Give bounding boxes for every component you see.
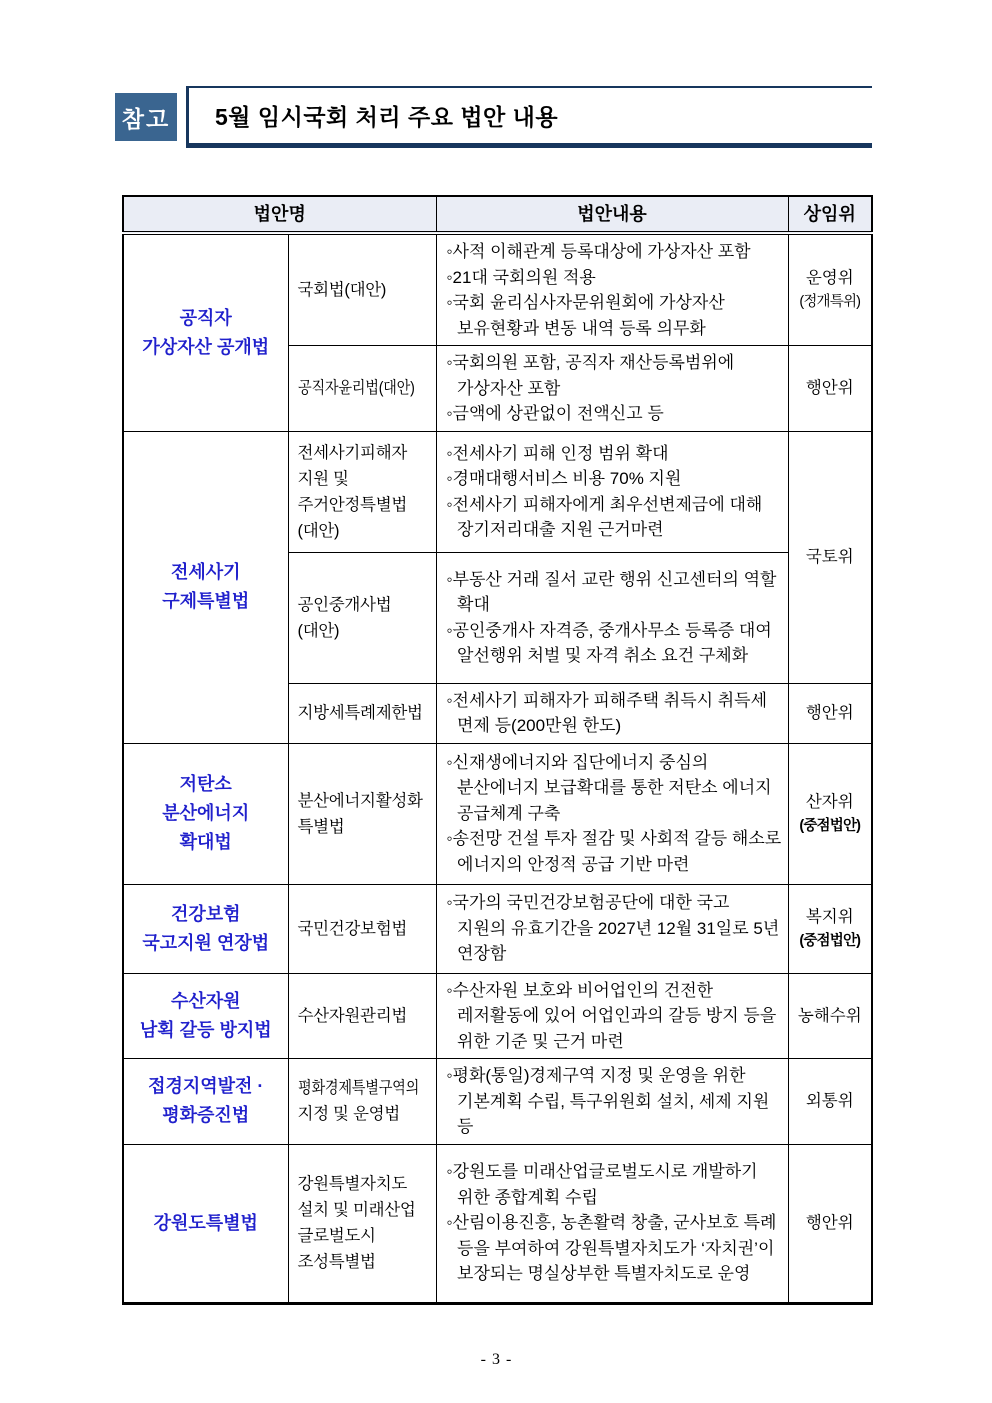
page-number: - 3 - <box>480 1350 513 1368</box>
table-row <box>123 884 872 973</box>
table-row <box>123 233 872 346</box>
committee-main: 운영위 <box>805 269 854 287</box>
content-item: ◦국가의 국민건강보험공단에 대한 국고 지원의 유효기간을 2027년 12월 31일로 5년 연장함 <box>446 893 780 964</box>
content-item: ◦금액에 상관없이 전액신고 등 <box>446 404 664 423</box>
law-line: 평화경제특별구역의 <box>297 1079 419 1098</box>
law-line: 지방세특례제한법 <box>297 704 423 722</box>
law-name-cell <box>288 973 436 1059</box>
content-item: ◦전세사기 피해자에게 최우선변제금에 대해 장기저리대출 지원 근거마련 <box>446 494 763 539</box>
law-line: 국회법(대안) <box>297 281 387 299</box>
category-line: 확대법 <box>179 832 232 852</box>
law-line: 지정 및 운영법 <box>297 1105 400 1124</box>
bill-content-cell <box>436 884 788 973</box>
law-line: 분산에너지활성화 <box>297 791 423 810</box>
page-title: 5월 임시국회 처리 주요 법안 내용 <box>215 104 559 130</box>
content-item: ◦국회 윤리심사자문위원회에 가상자산 보유현황과 변동 내역 등록 의무화 <box>446 293 725 338</box>
committee-main: 산자위 <box>805 792 854 811</box>
committee-cell <box>788 884 872 973</box>
law-name-cell <box>288 884 436 973</box>
col-header-bill-name: 법안명 <box>123 196 436 233</box>
bill-category-cell <box>123 233 288 431</box>
category-line: 가상자산 공개법 <box>142 336 270 357</box>
bill-content-cell <box>436 1059 788 1145</box>
bill-content-cell <box>436 552 788 683</box>
law-line: 지원 및 <box>297 469 349 488</box>
content-item: ◦사적 이해관계 등록대상에 가상자산 포함 <box>446 242 751 261</box>
category-line: 국고지원 연장법 <box>142 932 270 953</box>
content-item: ◦전세사기 피해 인정 범위 확대 <box>446 443 669 463</box>
law-line: 특별법 <box>297 817 345 836</box>
committee-cell <box>788 1144 872 1303</box>
title-bar <box>186 86 872 148</box>
table-row <box>123 973 872 1059</box>
category-line: 분산에너지 <box>162 803 250 823</box>
law-name-cell <box>288 1144 436 1303</box>
law-name-cell <box>288 346 436 432</box>
bill-content-cell <box>436 431 788 552</box>
bill-content-cell <box>436 233 788 346</box>
category-line: 전세사기 <box>170 562 241 582</box>
law-name-cell <box>288 233 436 346</box>
law-line: 조성특별법 <box>297 1253 376 1271</box>
committee-cell <box>788 1059 872 1145</box>
category-line: 공직자 <box>179 307 232 328</box>
committee-main: 복지위 <box>805 907 854 926</box>
bill-category-cell <box>123 743 288 884</box>
category-line: 강원도특별법 <box>153 1212 258 1233</box>
bill-content-cell <box>436 346 788 432</box>
category-line: 평화증진법 <box>162 1105 250 1126</box>
content-item: ◦전세사기 피해자가 피해주택 취득시 취득세 면제 등(200만원 한도) <box>446 690 768 735</box>
committee-sub: (정개특위) <box>799 294 861 310</box>
content-item: ◦수산자원 보호와 비어업인의 건전한 레저활동에 있어 어업인과의 갈등 방지 등을 위한 기준 및 근거 마련 <box>446 980 777 1051</box>
content-item: ◦경매대행서비스 비용 70% 지원 <box>446 469 682 488</box>
law-name-cell <box>288 552 436 683</box>
content-item: ◦평화(통일)경제구역 지정 및 운영을 위한 기본계획 수립, 특구위원회 설치, 세제 지원 등 <box>446 1066 770 1136</box>
content-item: ◦강원도를 미래산업글로벌도시로 개발하기 위한 종합계획 수립 <box>446 1162 758 1207</box>
content-item: ◦신재생에너지와 집단에너지 중심의 분산에너지 보급확대를 통한 저탄소 에너지 공급체계 구축 <box>446 752 772 823</box>
bill-content-cell <box>436 973 788 1059</box>
law-name-cell <box>288 683 436 743</box>
category-line: 구제특별법 <box>162 591 250 611</box>
committee-cell <box>788 346 872 432</box>
table-header-row <box>123 196 872 233</box>
law-line: (대안) <box>297 521 340 540</box>
bill-category-cell <box>123 1059 288 1145</box>
law-line: 공인중개사법 <box>297 595 392 614</box>
law-line: 글로벌도시 <box>297 1227 376 1245</box>
law-name-cell <box>288 431 436 552</box>
content-item: ◦국회의원 포함, 공직자 재산등록범위에 가상자산 포함 <box>446 353 735 398</box>
law-line: 수산자원관리법 <box>297 1006 407 1025</box>
reference-badge: 참고 <box>115 93 177 141</box>
table-row <box>123 431 872 552</box>
bill-content-cell <box>436 683 788 743</box>
category-line: 접경지역발전 · <box>148 1076 264 1097</box>
law-line: (대안) <box>297 621 340 640</box>
table-row <box>123 1059 872 1145</box>
bill-category-cell <box>123 431 288 743</box>
committee-sub: (중점법안) <box>799 817 861 834</box>
col-header-bill-content: 법안내용 <box>436 196 788 233</box>
bill-category-cell <box>123 884 288 973</box>
bill-category-cell <box>123 973 288 1059</box>
doc-header <box>115 86 872 148</box>
law-name-cell <box>288 1059 436 1145</box>
category-line: 남획 갈등 방지법 <box>139 1019 272 1040</box>
bill-content-cell <box>436 743 788 884</box>
content-item: ◦21대 국회의원 적용 <box>446 267 596 287</box>
committee-cell <box>788 743 872 884</box>
law-line: 설치 및 미래산업 <box>297 1201 416 1219</box>
committee-main: 국토위 <box>805 548 854 566</box>
law-name-cell <box>288 743 436 884</box>
committee-main: 행안위 <box>805 379 854 398</box>
col-header-committee: 상임위 <box>788 196 872 233</box>
law-line: 주거안정특별법 <box>297 495 407 514</box>
committee-main: 외통위 <box>805 1092 854 1111</box>
content-item: ◦부동산 거래 질서 교란 행위 신고센터의 역할 확대 <box>446 569 777 614</box>
committee-cell <box>788 431 872 683</box>
category-line: 저탄소 <box>179 774 232 794</box>
category-line: 건강보험 <box>170 903 241 924</box>
committee-cell <box>788 973 872 1059</box>
law-line: 강원특별자치도 <box>297 1175 407 1193</box>
content-item: ◦공인중개사 자격증, 중개사무소 등록증 대여 알선행위 처벌 및 자격 취소 요건 구체화 <box>446 620 772 665</box>
bill-category-cell <box>123 1144 288 1303</box>
committee-main: 농해수위 <box>797 1006 862 1025</box>
content-item: ◦산림이용진흥, 농촌활력 창출, 군사보호 특례 등을 부여하여 강원특별자치도가 ‘자치권’이 보장되는 명실상부한 특별자치도로 운영 <box>446 1213 777 1284</box>
content-item: ◦송전망 건설 투자 절감 및 사회적 갈등 해소로 에너지의 안정적 공급 기반 마련 <box>446 829 782 874</box>
table-row <box>123 1144 872 1303</box>
law-line: 공직자윤리법(대안) <box>297 379 415 398</box>
committee-cell <box>788 683 872 743</box>
bills-table <box>122 195 873 1305</box>
law-line: 전세사기피해자 <box>297 443 407 462</box>
committee-sub: (중점법안) <box>799 932 861 949</box>
committee-main: 행안위 <box>805 1214 854 1232</box>
committee-cell <box>788 233 872 346</box>
law-line: 국민건강보험법 <box>297 919 407 938</box>
table-row <box>123 743 872 884</box>
category-line: 수산자원 <box>170 990 241 1011</box>
committee-main: 행안위 <box>805 704 854 722</box>
bill-content-cell <box>436 1144 788 1303</box>
